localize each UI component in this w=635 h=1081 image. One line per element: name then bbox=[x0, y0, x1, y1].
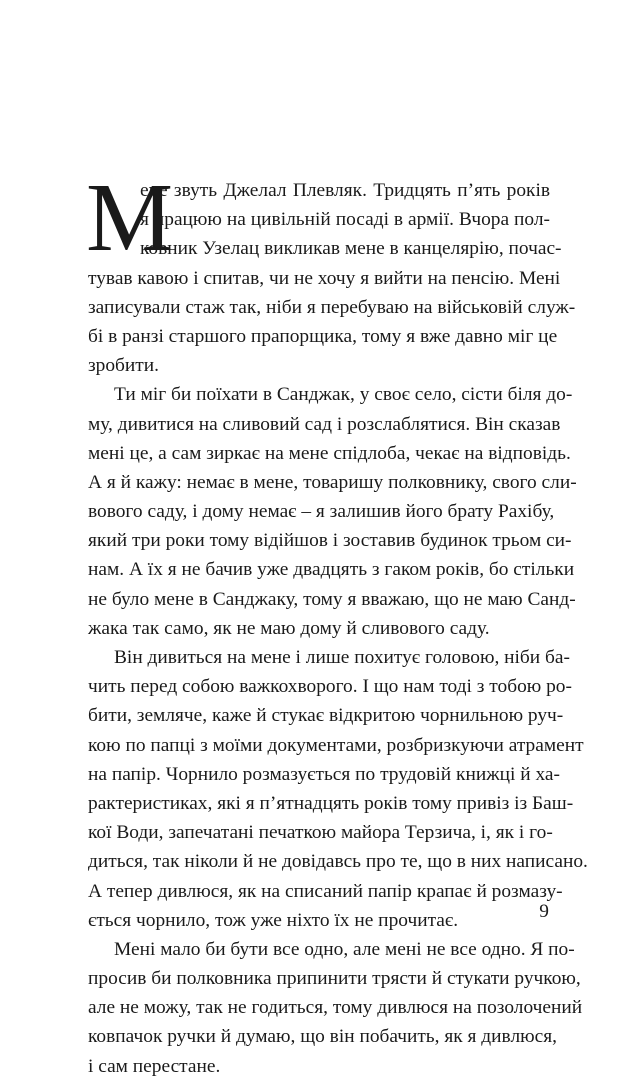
text-line: Мені мало би бути все одно, але мені не все одно. Я по- bbox=[114, 938, 575, 960]
paragraph bbox=[86, 164, 576, 380]
text-line: кої Води, запечатані печаткою майора Терзича, і, як і го- bbox=[88, 822, 553, 844]
text-line: просив би полковника припинити трясти й стукати ручкою, bbox=[88, 968, 581, 990]
text-line: диться, так ніколи й не довідавсь про те, що в них написано. bbox=[88, 851, 588, 873]
text-line: вового саду, і дому немає – я залишив його брату Рахібу, bbox=[88, 501, 555, 523]
text-line: записували стаж так, ніби я перебуваю на військовій служ- bbox=[88, 296, 576, 318]
text-line: А я й кажу: немає в мене, товаришу полковнику, свого сли- bbox=[88, 471, 577, 493]
text-line: жака так само, як не маю дому й сливового саду. bbox=[88, 617, 490, 639]
text-line: який три роки тому відійшов і зоставив будинок трьом си- bbox=[88, 530, 572, 552]
drop-cap-letter: М bbox=[86, 164, 174, 272]
text-line: і сам перестане. bbox=[88, 1055, 221, 1077]
text-line: кою по папці з моїми документами, розбризкуючи атрамент bbox=[88, 734, 584, 756]
text-line: ковник Узелац викликав мене в канцелярію, почас- bbox=[140, 238, 562, 260]
text-line: рактеристиках, які я п’ятнадцять років тому привіз із Баш- bbox=[88, 792, 574, 814]
text-line: му, дивитися на сливовий сад і розслаблятися. Він сказав bbox=[88, 413, 561, 435]
page-number: 9 bbox=[539, 901, 549, 922]
text-line: зробити. bbox=[88, 355, 159, 377]
text-line: бі в ранзі старшого прапорщика, тому я вже давно міг це bbox=[88, 325, 558, 347]
text-line: нам. А їх я не бачив уже двадцять з гаком років, бо стільки bbox=[88, 559, 575, 581]
text-line: мені це, а сам зиркає на мене спідлоба, чекає на відповідь. bbox=[88, 442, 571, 464]
text-line: А тепер дивлюся, як на списаний папір крапає й розмазу- bbox=[88, 880, 563, 902]
text-line: чить перед собою важкохворого. І що нам тоді з тобою ро- bbox=[88, 676, 572, 698]
paragraph bbox=[88, 643, 588, 935]
paragraph bbox=[88, 935, 583, 1081]
text-line: я працюю на цивільній посаді в армії. Вчора пол- bbox=[140, 209, 550, 231]
text-line: не було мене в Санджаку, тому я вважаю, що не маю Санд- bbox=[88, 588, 576, 610]
text-line: Ти міг би поїхати в Санджак, у своє село, сісти біля до- bbox=[114, 384, 573, 406]
text-line: Він дивиться на мене і лише похитує головою, ніби ба- bbox=[114, 647, 570, 668]
paragraph bbox=[88, 380, 577, 643]
text-line: ене звуть Джелал Плевляк. Тридцять п’ять років bbox=[140, 180, 550, 201]
text-line: ється чорнило, тож уже ніхто їх не прочитає. bbox=[88, 909, 459, 931]
text-line: на папір. Чорнило розмазується по трудовій книжці й ха- bbox=[88, 763, 560, 785]
text-line: ковпачок ручки й думаю, що він побачить, як я дивлюся, bbox=[88, 1026, 557, 1048]
body-text bbox=[86, 164, 588, 1081]
text-line: тував кавою і спитав, чи не хочу я вийти на пенсію. Мені bbox=[88, 267, 561, 289]
text-line: але не можу, так не годиться, тому дивлюся на позолочений bbox=[88, 997, 583, 1019]
text-line: бити, земляче, каже й стукає відкритою чорнильною руч- bbox=[88, 705, 564, 727]
